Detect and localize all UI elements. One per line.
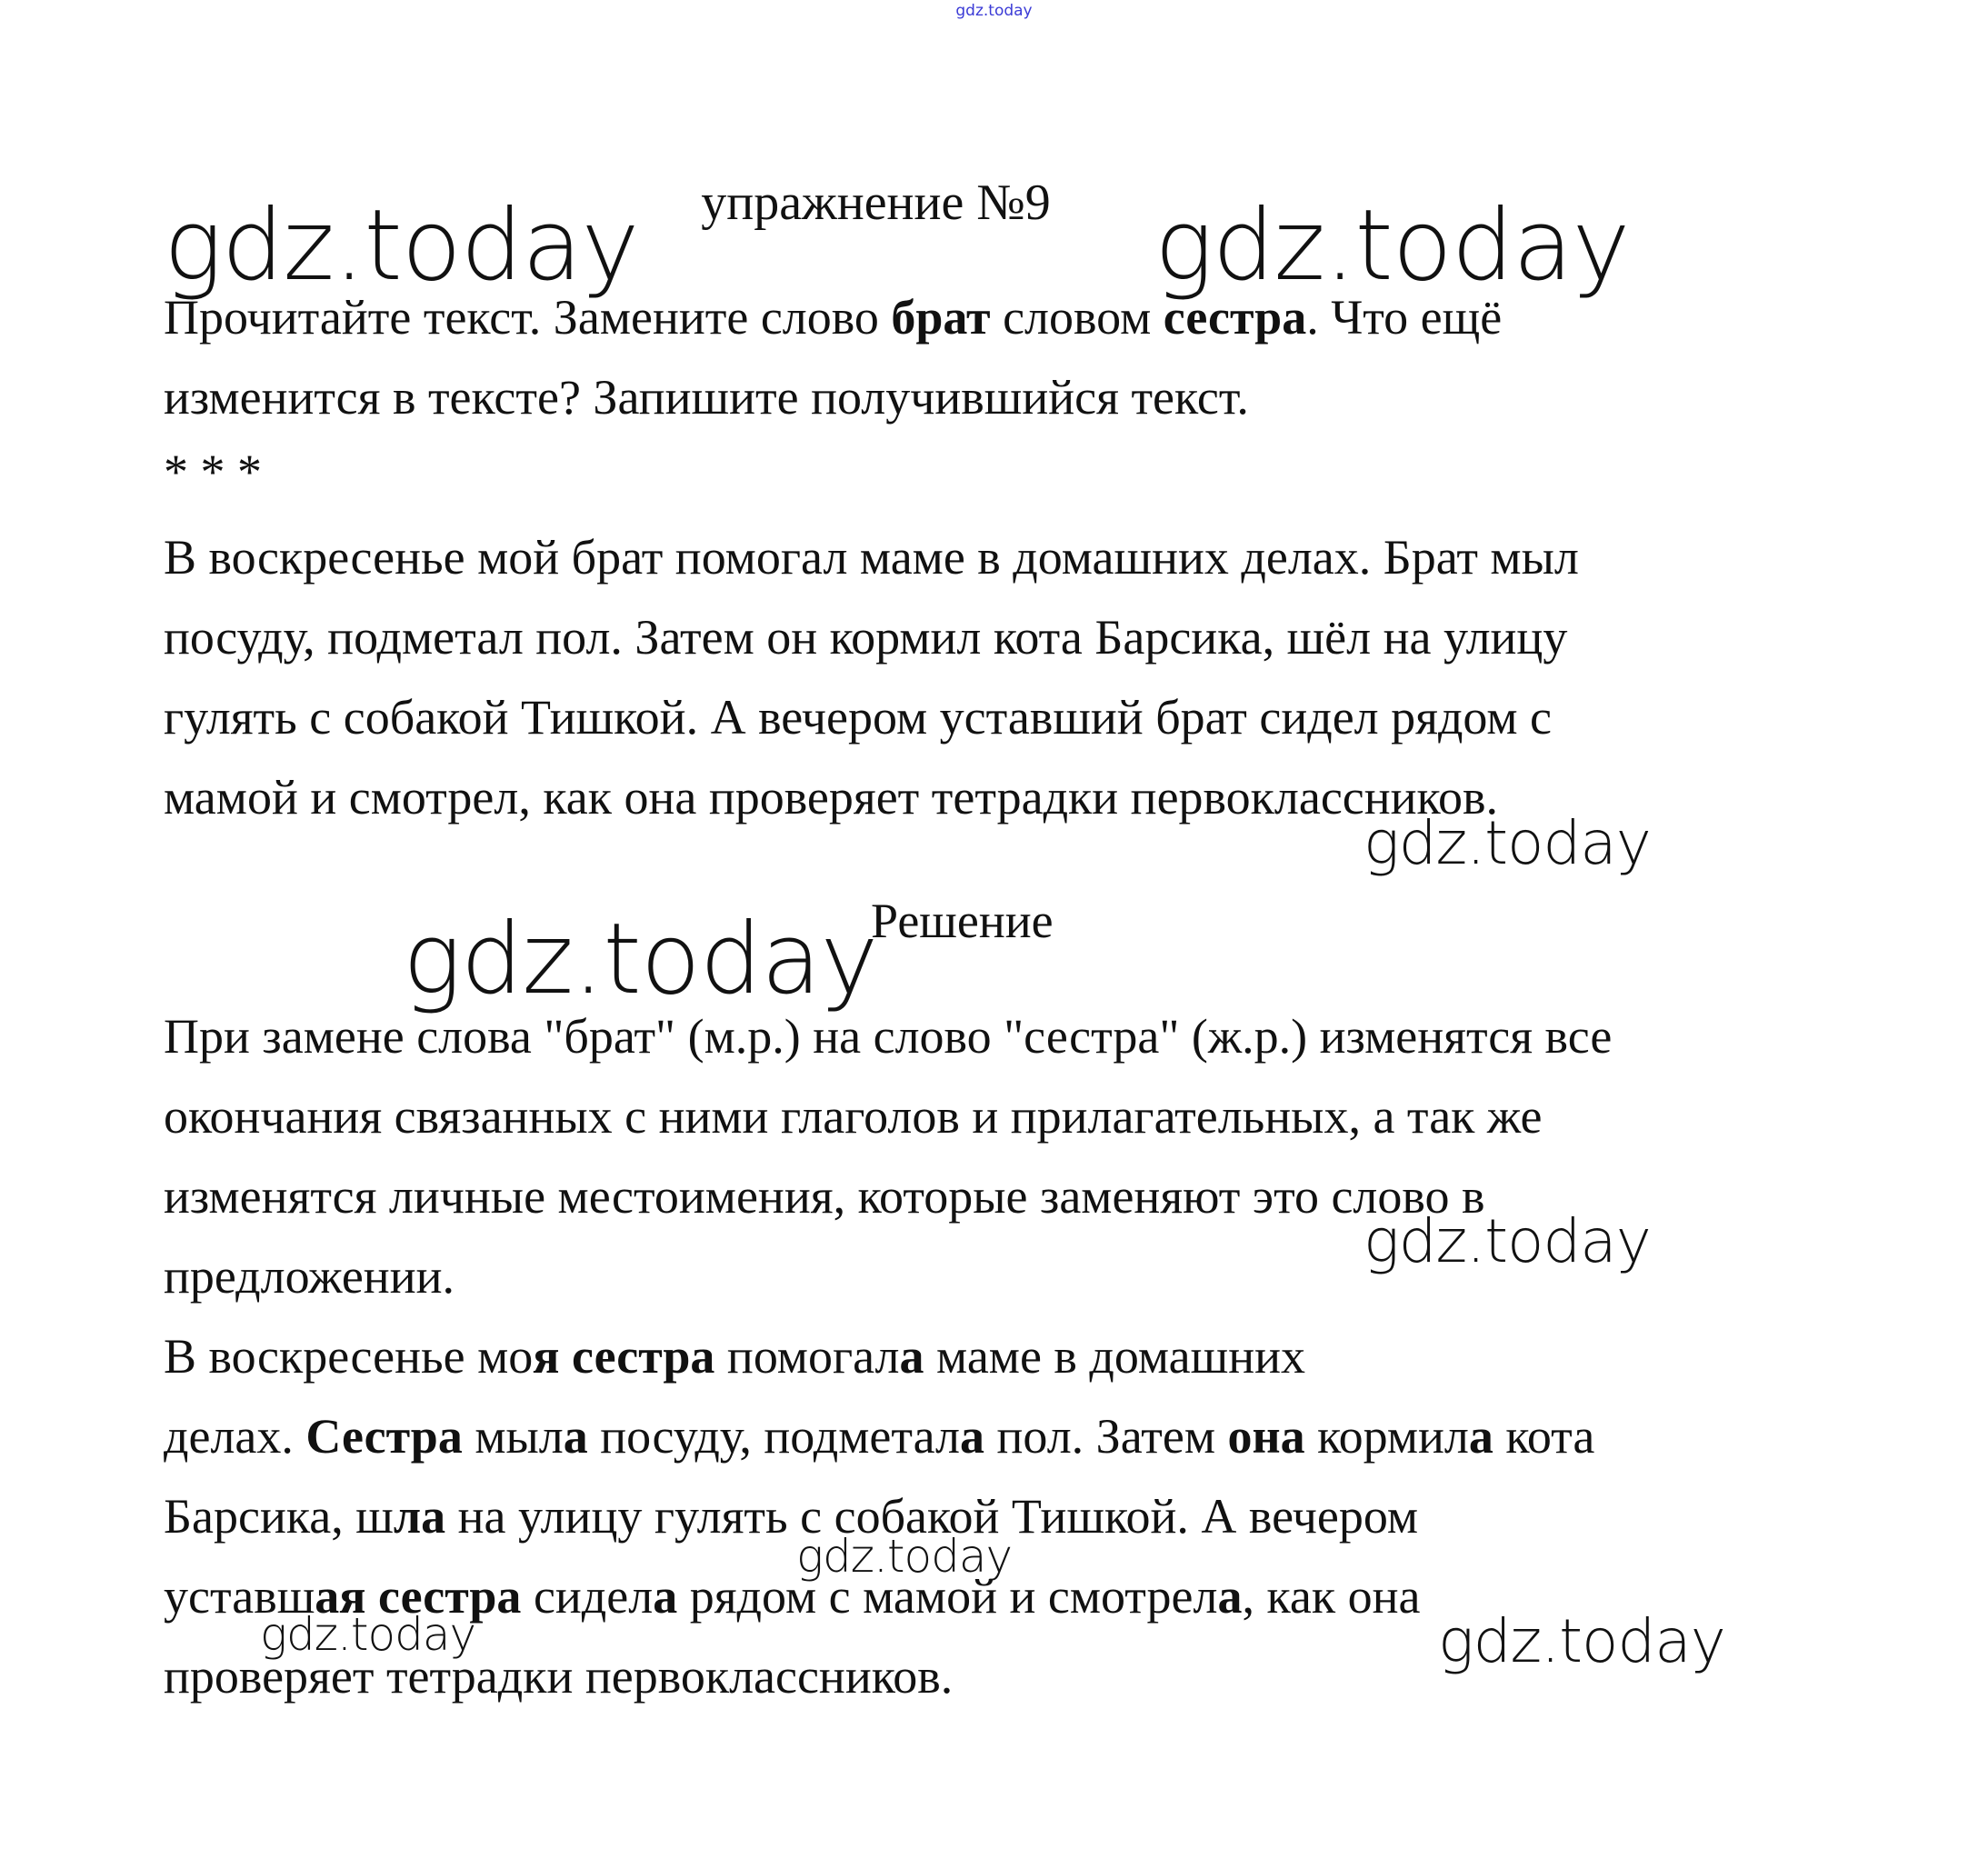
answer-text: пол. Затем bbox=[984, 1409, 1228, 1464]
answer-changed: а bbox=[1217, 1569, 1243, 1624]
answer-text: уставш bbox=[164, 1569, 315, 1624]
answer-text: на улицу гулять с собакой Тишкой. А вечером bbox=[445, 1489, 1418, 1544]
text-line-2: посуду, подметал пол. Затем он кормил кота Барсика, шёл на улицу bbox=[164, 610, 1568, 665]
separator: * * * bbox=[164, 445, 262, 499]
answer-changed: ла bbox=[393, 1489, 446, 1544]
answer-line-3 bbox=[164, 1489, 1418, 1544]
watermark: gdz.today bbox=[1364, 1206, 1651, 1276]
task-bold-word: брат bbox=[891, 290, 991, 345]
task-bold-word: сестра bbox=[1163, 290, 1307, 345]
answer-text: посуду, подметал bbox=[587, 1409, 961, 1464]
answer-text: кормил bbox=[1304, 1409, 1469, 1464]
answer-changed: а bbox=[899, 1329, 924, 1384]
answer-changed: а bbox=[960, 1409, 985, 1464]
task-text: словом bbox=[990, 290, 1164, 345]
answer-text: Барсика, ш bbox=[164, 1489, 394, 1544]
explanation-line-3: изменятся личные местоимения, которые заменяют это слово в bbox=[164, 1169, 1485, 1224]
answer-line-2 bbox=[164, 1409, 1595, 1464]
watermark: gdz.today bbox=[1154, 189, 1630, 303]
answer-text: , как она bbox=[1242, 1569, 1421, 1624]
watermark: gdz.today bbox=[1438, 1606, 1725, 1676]
answer-text: делах. bbox=[164, 1409, 306, 1464]
answer-changed: а bbox=[563, 1409, 588, 1464]
task-text: . Что ещё bbox=[1306, 290, 1503, 345]
answer-text: В воскресенье мо bbox=[164, 1329, 534, 1384]
site-mark: gdz.today bbox=[955, 2, 1033, 20]
watermark: gdz.today bbox=[164, 189, 639, 303]
solution-heading: Решение bbox=[871, 894, 1054, 948]
watermark: gdz.today bbox=[403, 903, 878, 1016]
answer-line-1 bbox=[164, 1329, 1306, 1384]
answer-text: помогал bbox=[714, 1329, 900, 1384]
text-line-1: В воскресенье мой брат помогал маме в домашних делах. Брат мыл bbox=[164, 530, 1579, 585]
task-text: Прочитайте текст. Замените слово bbox=[164, 290, 892, 345]
watermark: gdz.today bbox=[1364, 808, 1651, 878]
answer-text: сидел bbox=[521, 1569, 654, 1624]
answer-text: рядом с мамой и смотрел bbox=[677, 1569, 1218, 1624]
answer-changed: ая сестра bbox=[315, 1569, 522, 1624]
watermark: gdz.today bbox=[260, 1608, 476, 1661]
answer-changed: Сестра bbox=[305, 1409, 463, 1464]
answer-text: маме в домашних bbox=[924, 1329, 1306, 1384]
explanation-line-4: предложении. bbox=[164, 1249, 455, 1304]
answer-changed: а bbox=[653, 1569, 678, 1624]
text-line-4: мамой и смотрел, как она проверяет тетрадки первоклассников. bbox=[164, 770, 1499, 825]
task-line-2: изменится в тексте? Запишите получившийся текст. bbox=[164, 370, 1249, 425]
answer-changed: я сестра bbox=[533, 1329, 715, 1384]
text-line-3: гулять с собакой Тишкой. А вечером уставший брат сидел рядом с bbox=[164, 690, 1553, 745]
answer-changed: она bbox=[1227, 1409, 1305, 1464]
watermark: gdz.today bbox=[796, 1530, 1013, 1583]
answer-changed: а bbox=[1468, 1409, 1493, 1464]
explanation-line-2: окончания связанных с ними глаголов и прилагательных, а так же bbox=[164, 1089, 1543, 1144]
answer-text: кота bbox=[1493, 1409, 1595, 1464]
explanation-line-1: При замене слова "брат" (м.р.) на слово "сестра" (ж.р.) изменятся все bbox=[164, 1009, 1613, 1064]
answer-line-5: проверяет тетрадки первоклассников. bbox=[164, 1649, 954, 1704]
answer-text: мыл bbox=[462, 1409, 564, 1464]
exercise-title-text: упражнение №9 bbox=[701, 175, 1051, 231]
